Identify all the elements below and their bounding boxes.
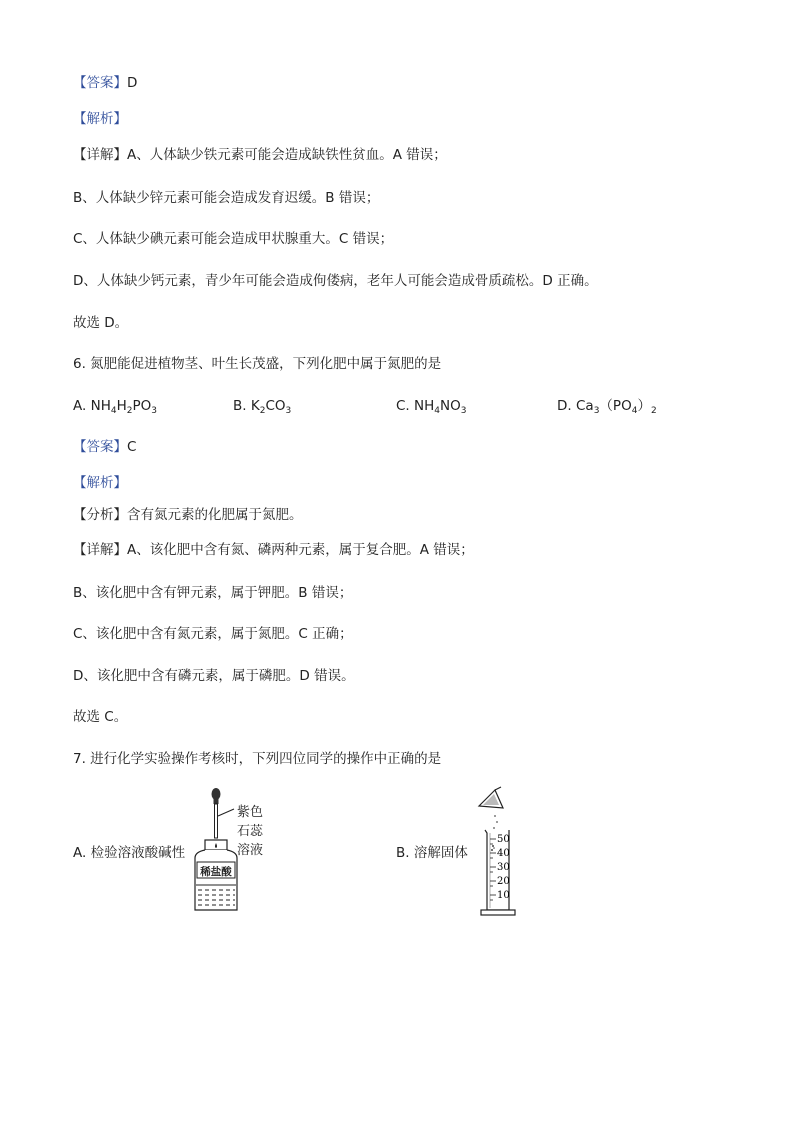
q5-line-B: B、人体缺少锌元素可能会造成发育迟缓。B 错误；	[73, 190, 380, 206]
tick-label-10: 10	[497, 890, 510, 901]
dropper-bulb	[212, 788, 221, 800]
tick-label-50: 50	[497, 834, 510, 845]
q6-detail-A	[73, 541, 474, 559]
q6-option-A: A. $NH_4H_2PO_3$	[73, 398, 157, 416]
q6-analysis-line	[73, 474, 127, 492]
q7-stem: 7. 进行化学实验操作考核时，下列四位同学的操作中正确的是	[73, 751, 442, 767]
falling-solid	[493, 815, 498, 829]
figA-bottle-label: 稀盐酸	[200, 866, 232, 878]
q6-detail-A-text: A、该化肥中含有氮、磷两种元素，属于复合肥。A 错误；	[127, 542, 474, 558]
q5-analysis-tag: 【解析】	[73, 111, 127, 127]
q6-line-B: B、该化肥中含有钾元素，属于钾肥。B 错误；	[73, 585, 353, 601]
q5-detail-tag: 【详解】	[73, 147, 127, 163]
q5-analysis-line	[73, 110, 127, 128]
tick-label-40: 40	[497, 848, 510, 859]
dropper-neck	[214, 799, 219, 804]
q6-option-C: C. $NH_4NO_3$	[396, 398, 467, 416]
q6-conclusion: 故选 C。	[73, 709, 128, 725]
q7-option-B-label: B. 溶解固体	[396, 845, 468, 861]
q5-line-D: D、人体缺少钙元素，青少年可能会造成佝偻病，老年人可能会造成骨质疏松。D 正确。	[73, 273, 598, 289]
q7-option-A-label: A. 检验溶液酸碱性	[73, 845, 186, 861]
q5-answer-value: D	[127, 75, 138, 91]
q6-option-B: B. $K_2CO_3$	[233, 398, 292, 416]
figA-label-2: 石蕊	[237, 824, 264, 839]
q5-line-C: C、人体缺少碘元素可能会造成甲状腺重大。C 错误；	[73, 231, 394, 247]
q5-detail-A	[73, 146, 447, 164]
q6-fenxi-tag: 【分析】	[73, 507, 127, 523]
q6-fenxi-text: 含有氮元素的化肥属于氮肥。	[127, 507, 303, 523]
q6-option-D: D. $Ca_3(PO_4)_2$	[557, 398, 657, 416]
q6-analysis-tag: 【解析】	[73, 475, 127, 491]
q5-answer-line	[73, 74, 137, 92]
q6-answer-line	[73, 438, 136, 456]
q5-answer-tag: 【答案】	[73, 75, 127, 91]
q6-line-D: D、该化肥中含有磷元素，属于磷肥。D 错误。	[73, 668, 355, 684]
dropper-tube	[215, 804, 218, 838]
tick-label-20: 20	[497, 876, 510, 887]
q6-detail-tag: 【详解】	[73, 542, 127, 558]
tick-label-30: 30	[497, 862, 510, 873]
q6-answer-tag: 【答案】	[73, 439, 127, 455]
label-pointer	[218, 809, 234, 816]
figA-label-3: 溶液	[237, 843, 264, 858]
q7-figure-B	[475, 786, 535, 921]
q5-detail-A-text: A、人体缺少铁元素可能会造成缺铁性贫血。A 错误；	[127, 147, 447, 163]
q6-fenxi-line	[73, 506, 303, 524]
q6-answer-value: C	[127, 439, 137, 455]
scoop-handle	[495, 787, 501, 790]
q6-stem: 6. 氮肥能促进植物茎、叶生长茂盛，下列化肥中属于氮肥的是	[73, 356, 442, 372]
q5-conclusion: 故选 D。	[73, 315, 129, 331]
figA-label-1: 紫色	[237, 805, 264, 820]
cylinder-base	[481, 910, 515, 915]
q6-line-C: C、该化肥中含有氮元素，属于氮肥。C 正确；	[73, 626, 353, 642]
